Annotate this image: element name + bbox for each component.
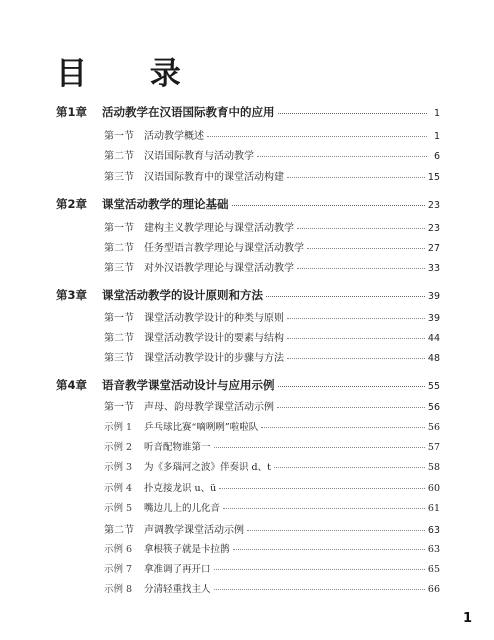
leader-dots — [261, 426, 425, 428]
entry-title: 汉语国际教育中的课堂活动构建 — [144, 172, 284, 183]
entry-title: 课堂活动教学的设计原则和方法 — [102, 288, 263, 302]
entry-number: 第二节 — [104, 243, 134, 254]
entry-number: 第一节 — [104, 402, 134, 413]
leader-dots — [223, 507, 425, 509]
entry-page-number: 1 — [433, 108, 440, 119]
entry-page-number: 57 — [427, 442, 440, 453]
entry-title: 分清轻重找主人 — [144, 584, 211, 595]
toc-example-entry — [104, 581, 440, 595]
entry-number: 示例 7 — [104, 564, 133, 575]
toc-section-entry — [104, 329, 440, 344]
leader-dots — [287, 317, 425, 319]
entry-number: 第一节 — [104, 223, 134, 234]
entry-title: 声调教学课堂活动示例 — [144, 525, 244, 536]
leader-dots — [214, 568, 425, 570]
leader-dots — [297, 227, 425, 229]
entry-title: 活动教学在汉语国际教育中的应用 — [102, 105, 275, 119]
entry-title: 拿根筷子就是卡拉鹊 — [144, 544, 230, 555]
entry-title: 建构主义教学理论与课堂活动教学 — [144, 223, 294, 234]
entry-title: 课堂活动教学设计的步骤与方法 — [144, 353, 284, 364]
entry-page-number: 63 — [427, 544, 440, 555]
toc-chapter-entry — [56, 104, 440, 120]
entry-number: 示例 8 — [104, 584, 133, 595]
entry-page-number: 58 — [427, 462, 440, 473]
entry-title: 乒乓球比赛“嘀咧咧”啦啦队 — [144, 422, 259, 433]
entry-number: 第2章 — [56, 197, 88, 211]
toc-chapter-entry — [56, 377, 440, 393]
entry-page-number: 23 — [427, 200, 440, 211]
leader-dots — [266, 295, 425, 297]
entry-number: 第一节 — [104, 131, 134, 142]
page-number: 1 — [462, 611, 472, 626]
toc-section-entry — [104, 398, 440, 413]
entry-number: 示例 4 — [104, 483, 133, 494]
leader-dots — [287, 337, 425, 339]
toc-example-entry — [104, 419, 440, 433]
toc-example-entry — [104, 439, 440, 453]
leader-dots — [247, 529, 425, 531]
leader-dots — [207, 135, 427, 137]
leader-dots — [278, 112, 428, 114]
entry-title: 任务型语言教学理论与课堂活动教学 — [144, 243, 304, 254]
toc-section-entry — [104, 309, 440, 324]
entry-title: 课堂活动教学设计的种类与原则 — [144, 313, 284, 324]
entry-page-number: 15 — [427, 172, 440, 183]
entry-number: 第1章 — [56, 105, 88, 119]
entry-title: 声母、韵母教学课堂活动示例 — [144, 402, 274, 413]
toc-section-entry — [104, 147, 440, 162]
entry-page-number: 1 — [433, 131, 440, 142]
entry-title: 对外汉语教学理论与课堂活动教学 — [144, 263, 294, 274]
toc-example-entry — [104, 459, 440, 473]
entry-number: 第4章 — [56, 378, 88, 392]
entry-number: 第一节 — [104, 313, 134, 324]
entry-title: 听音配物谁第一 — [144, 442, 211, 453]
entry-page-number: 39 — [427, 313, 440, 324]
toc-example-entry — [104, 500, 440, 514]
leader-dots — [278, 385, 425, 387]
toc-section-entry — [104, 219, 440, 234]
toc-section-entry — [104, 349, 440, 364]
entry-number: 第三节 — [104, 172, 134, 183]
toc-section-entry — [104, 168, 440, 183]
entry-number: 示例 6 — [104, 544, 133, 555]
entry-title: 课堂活动教学设计的要素与结构 — [144, 333, 284, 344]
entry-page-number: 56 — [427, 422, 440, 433]
entry-page-number: 65 — [427, 564, 440, 575]
toc-chapter-entry — [56, 287, 440, 303]
entry-title: 为《多瑙河之波》伴奏识 d、t — [144, 462, 271, 473]
entry-title: 语音教学课堂活动设计与应用示例 — [102, 378, 275, 392]
entry-number: 第三节 — [104, 353, 134, 364]
entry-page-number: 63 — [427, 525, 440, 536]
toc-example-entry — [104, 541, 440, 555]
leader-dots — [233, 548, 425, 550]
entry-number: 第三节 — [104, 263, 134, 274]
entry-title: 拿准调了再开口 — [144, 564, 211, 575]
toc-section-entry — [104, 259, 440, 274]
leader-dots — [274, 466, 425, 468]
leader-dots — [214, 446, 425, 448]
entry-page-number: 56 — [427, 402, 440, 413]
entry-page-number: 61 — [427, 503, 440, 514]
entry-page-number: 48 — [427, 353, 440, 364]
entry-page-number: 44 — [427, 333, 440, 344]
entry-number: 第3章 — [56, 288, 88, 302]
toc-example-entry — [104, 561, 440, 575]
leader-dots — [287, 357, 425, 359]
entry-page-number: 60 — [427, 483, 440, 494]
leader-dots — [307, 247, 425, 249]
leader-dots — [219, 487, 425, 489]
toc-example-entry — [104, 480, 440, 494]
entry-page-number: 27 — [427, 243, 440, 254]
entry-page-number: 66 — [427, 584, 440, 595]
entry-number: 第二节 — [104, 333, 134, 344]
entry-number: 第二节 — [104, 151, 134, 162]
entry-title: 课堂活动教学的理论基础 — [102, 197, 229, 211]
leader-dots — [287, 176, 425, 178]
page-title: 目 录 — [56, 56, 207, 92]
leader-dots — [214, 588, 425, 590]
entry-number: 第二节 — [104, 525, 134, 536]
leader-dots — [277, 406, 425, 408]
toc-section-entry — [104, 239, 440, 254]
entry-page-number: 33 — [427, 263, 440, 274]
entry-number: 示例 2 — [104, 442, 133, 453]
entry-number: 示例 5 — [104, 503, 133, 514]
entry-page-number: 55 — [427, 381, 440, 392]
toc-chapter-entry — [56, 196, 440, 212]
leader-dots — [257, 155, 427, 157]
entry-title: 汉语国际教育与活动教学 — [144, 151, 254, 162]
toc-section-entry — [104, 127, 440, 142]
entry-title: 扑克接龙识 u、ü — [144, 483, 217, 494]
entry-number: 示例 1 — [104, 422, 133, 433]
entry-title: 活动教学概述 — [144, 131, 204, 142]
entry-title: 嘴边儿上的儿化音 — [144, 503, 221, 514]
toc-section-entry — [104, 521, 440, 536]
entry-page-number: 6 — [433, 151, 440, 162]
entry-page-number: 39 — [427, 291, 440, 302]
leader-dots — [232, 204, 425, 206]
entry-number: 示例 3 — [104, 462, 133, 473]
entry-page-number: 23 — [427, 223, 440, 234]
leader-dots — [297, 267, 425, 269]
